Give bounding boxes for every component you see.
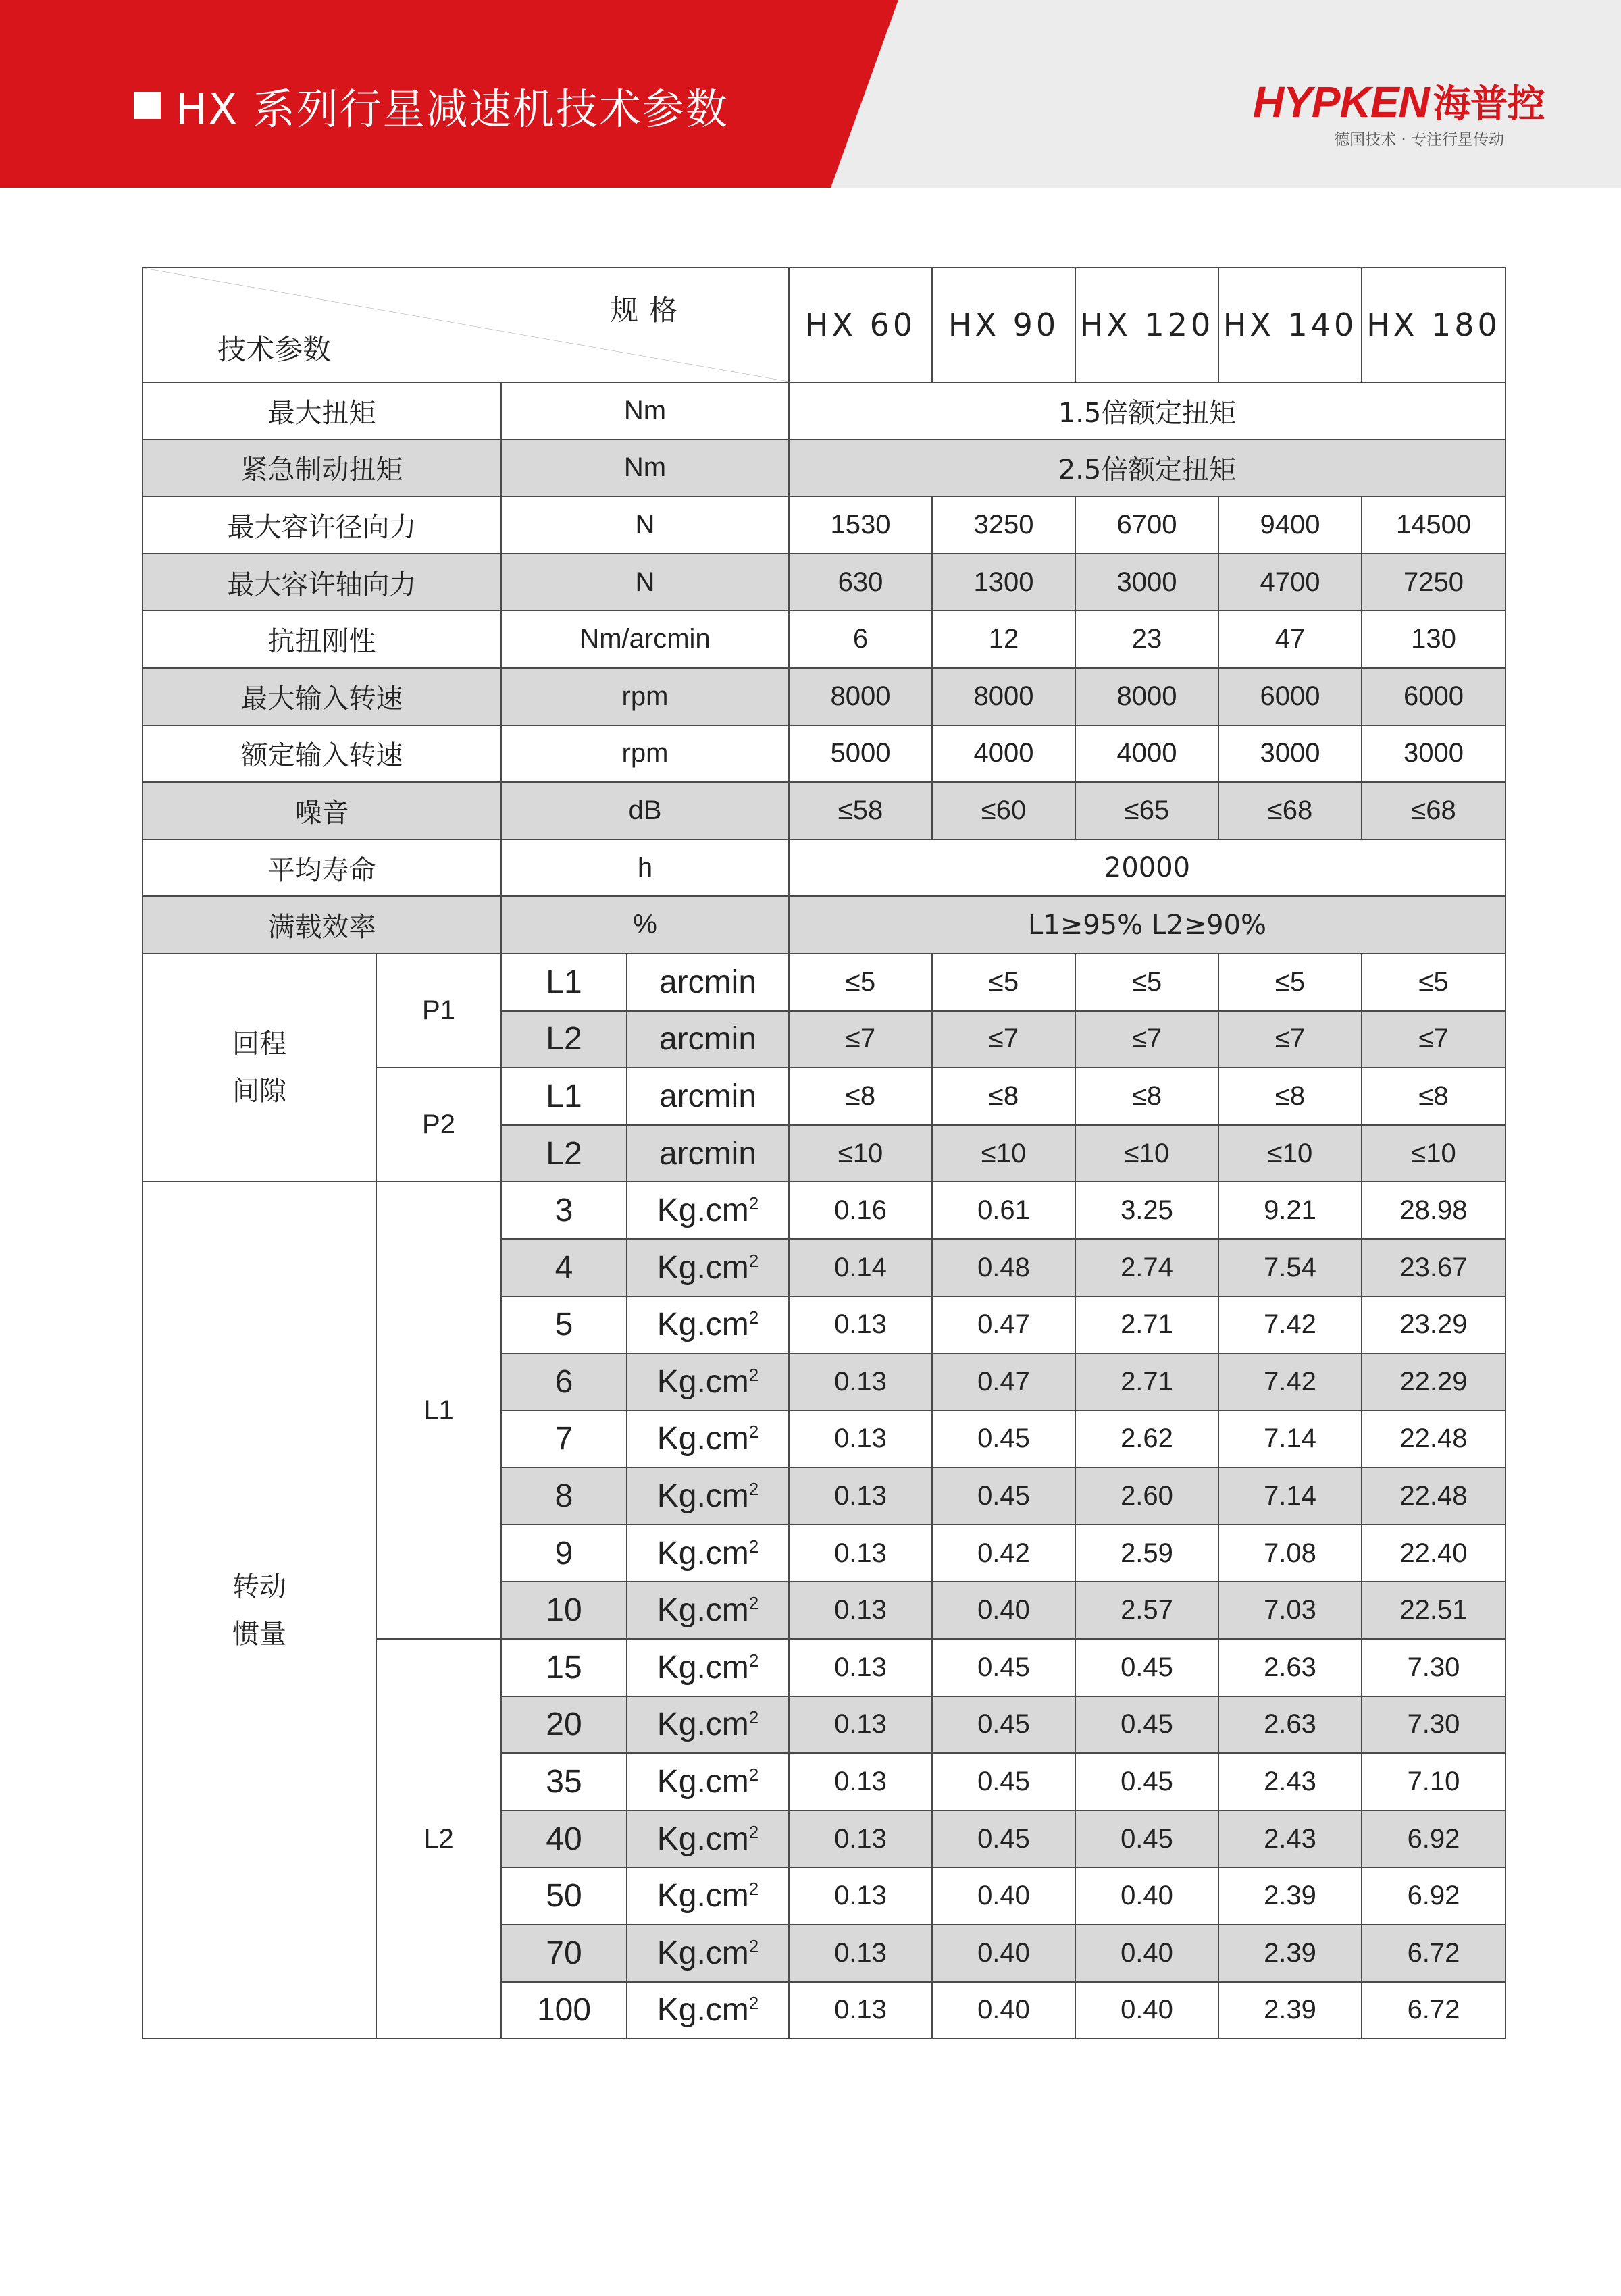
param-value: 6000	[1218, 668, 1362, 725]
param-value: 9400	[1218, 496, 1362, 554]
inertia-value: 0.45	[1075, 1696, 1218, 1754]
inertia-unit-base: Kg.cm	[657, 1363, 749, 1400]
param-value: 130	[1362, 610, 1506, 668]
inertia-unit-base: Kg.cm	[657, 1249, 749, 1286]
inertia-value: 0.40	[1075, 1925, 1218, 1982]
inertia-unit-exp: 2	[748, 1650, 759, 1671]
inertia-value: 22.48	[1362, 1411, 1506, 1468]
inertia-ratio: 9	[501, 1525, 627, 1582]
table-row	[143, 554, 1506, 611]
inertia-value: 6.72	[1362, 1982, 1506, 2039]
param-value: 6000	[1362, 668, 1506, 725]
param-value: ≤68	[1218, 782, 1362, 839]
backlash-value: ≤8	[1218, 1068, 1362, 1125]
table-row	[143, 668, 1506, 725]
inertia-unit	[627, 1810, 789, 1868]
inertia-value: 6.92	[1362, 1867, 1506, 1925]
inertia-stage-group: L1	[376, 1182, 501, 1639]
inertia-value: 6.72	[1362, 1925, 1506, 1982]
inertia-value: 2.63	[1218, 1696, 1362, 1754]
inertia-value: 0.16	[789, 1182, 932, 1239]
param-unit: N	[501, 554, 789, 611]
inertia-unit-exp: 2	[748, 1593, 759, 1614]
param-name: 噪音	[143, 782, 501, 839]
backlash-value: ≤8	[1075, 1068, 1218, 1125]
inertia-value: 0.45	[932, 1696, 1075, 1754]
param-unit: N	[501, 496, 789, 554]
inertia-value: 2.43	[1218, 1753, 1362, 1810]
inertia-unit-exp: 2	[748, 1193, 759, 1214]
param-value: 4000	[932, 725, 1075, 783]
param-value: 3000	[1218, 725, 1362, 783]
inertia-value: 0.13	[789, 1297, 932, 1354]
param-unit: Nm/arcmin	[501, 610, 789, 668]
inertia-value: 0.40	[932, 1582, 1075, 1639]
inertia-value: 0.13	[789, 1696, 932, 1754]
inertia-unit-exp: 2	[748, 1993, 759, 2014]
param-value: 5000	[789, 725, 932, 783]
inertia-unit	[627, 1353, 789, 1411]
inertia-value: 2.59	[1075, 1525, 1218, 1582]
param-value: 8000	[932, 668, 1075, 725]
param-value: 3250	[932, 496, 1075, 554]
inertia-value: 2.63	[1218, 1639, 1362, 1696]
model-header: HX 180	[1362, 267, 1506, 382]
table-row	[143, 496, 1506, 554]
table-row	[143, 267, 1506, 382]
inertia-value: 0.45	[932, 1411, 1075, 1468]
param-value: ≤68	[1362, 782, 1506, 839]
inertia-label-line: 转动	[232, 1571, 286, 1602]
inertia-value: 0.13	[789, 1753, 932, 1810]
inertia-value: 23.29	[1362, 1297, 1506, 1354]
inertia-value: 2.71	[1075, 1297, 1218, 1354]
param-value: 3000	[1362, 725, 1506, 783]
backlash-group: P1	[376, 954, 501, 1068]
inertia-ratio: 3	[501, 1182, 627, 1239]
inertia-value: 7.08	[1218, 1525, 1362, 1582]
inertia-unit-base: Kg.cm	[657, 1535, 749, 1571]
inertia-value: 7.30	[1362, 1639, 1506, 1696]
param-name: 紧急制动扭矩	[143, 440, 501, 497]
inertia-value: 0.42	[932, 1525, 1075, 1582]
inertia-value: 0.13	[789, 1582, 932, 1639]
param-name: 最大扭矩	[143, 382, 501, 440]
inertia-ratio: 15	[501, 1639, 627, 1696]
inertia-unit	[627, 1297, 789, 1354]
corner-spec-label: 规格	[609, 294, 688, 327]
backlash-value: ≤7	[1362, 1011, 1506, 1068]
param-name: 抗扭刚性	[143, 610, 501, 668]
inertia-value: 0.45	[932, 1639, 1075, 1696]
inertia-value: 0.13	[789, 1810, 932, 1868]
backlash-unit: arcmin	[627, 1011, 789, 1068]
inertia-value: 2.43	[1218, 1810, 1362, 1868]
spec-table-body	[143, 267, 1506, 2039]
backlash-stage: L1	[501, 954, 627, 1011]
table-corner-header	[143, 267, 789, 382]
inertia-value: 2.74	[1075, 1239, 1218, 1297]
inertia-value: 0.13	[789, 1525, 932, 1582]
inertia-value: 7.14	[1218, 1467, 1362, 1525]
table-row	[143, 382, 1506, 440]
inertia-unit-exp: 2	[748, 1879, 759, 1900]
table-row	[143, 610, 1506, 668]
param-unit: dB	[501, 782, 789, 839]
model-header: HX 120	[1075, 267, 1218, 382]
inertia-ratio: 20	[501, 1696, 627, 1754]
param-name: 额定输入转速	[143, 725, 501, 783]
backlash-unit: arcmin	[627, 1125, 789, 1182]
inertia-value: 2.71	[1075, 1353, 1218, 1411]
inertia-value: 0.45	[1075, 1639, 1218, 1696]
brand-logo	[1253, 74, 1545, 149]
page-title	[134, 76, 729, 135]
backlash-label	[143, 954, 376, 1182]
corner-param-label: 技术参数	[217, 333, 332, 366]
param-value: 4000	[1075, 725, 1218, 783]
backlash-value: ≤10	[1218, 1125, 1362, 1182]
param-value: ≤60	[932, 782, 1075, 839]
param-unit: Nm	[501, 440, 789, 497]
inertia-value: 9.21	[1218, 1182, 1362, 1239]
param-value-span: L1≥95% L2≥90%	[789, 896, 1506, 954]
inertia-value: 0.40	[932, 1867, 1075, 1925]
param-unit: rpm	[501, 725, 789, 783]
inertia-unit-exp: 2	[748, 1821, 759, 1842]
model-header: HX 60	[789, 267, 932, 382]
param-unit: Nm	[501, 382, 789, 440]
logo-wordmark: HYPKEN 海普控	[1253, 78, 1545, 126]
backlash-value: ≤5	[1075, 954, 1218, 1011]
inertia-ratio: 100	[501, 1982, 627, 2039]
inertia-value: 0.13	[789, 1411, 932, 1468]
inertia-value: 2.39	[1218, 1925, 1362, 1982]
backlash-value: ≤8	[789, 1068, 932, 1125]
param-name: 最大输入转速	[143, 668, 501, 725]
backlash-stage: L2	[501, 1011, 627, 1068]
inertia-value: 0.45	[1075, 1753, 1218, 1810]
inertia-value: 23.67	[1362, 1239, 1506, 1297]
backlash-label-line: 回程	[232, 1028, 286, 1060]
param-value: 6700	[1075, 496, 1218, 554]
inertia-unit-base: Kg.cm	[657, 1307, 749, 1343]
inertia-unit-base: Kg.cm	[657, 1706, 749, 1743]
inertia-value: 22.40	[1362, 1525, 1506, 1582]
inertia-unit	[627, 1925, 789, 1982]
backlash-label-line: 间隙	[232, 1076, 286, 1107]
inertia-value: 22.48	[1362, 1467, 1506, 1525]
backlash-value: ≤5	[1362, 954, 1506, 1011]
inertia-ratio: 35	[501, 1753, 627, 1810]
inertia-value: 0.47	[932, 1353, 1075, 1411]
inertia-value: 2.39	[1218, 1867, 1362, 1925]
inertia-unit-base: Kg.cm	[657, 1592, 749, 1629]
backlash-value: ≤8	[1362, 1068, 1506, 1125]
table-row	[143, 954, 1506, 1011]
inertia-value: 0.45	[932, 1810, 1075, 1868]
page-title-text: HX 系列行星减速机技术参数	[176, 84, 729, 134]
model-header: HX 140	[1218, 267, 1362, 382]
inertia-value: 7.10	[1362, 1753, 1506, 1810]
logo-subtitle: 德国技术 · 专注行星传动	[1334, 131, 1504, 149]
table-row	[143, 1182, 1506, 1239]
param-value: 8000	[1075, 668, 1218, 725]
inertia-stage-group: L2	[376, 1639, 501, 2039]
inertia-unit	[627, 1525, 789, 1582]
inertia-value: 0.14	[789, 1239, 932, 1297]
inertia-unit	[627, 1239, 789, 1297]
inertia-unit	[627, 1582, 789, 1639]
inertia-unit-exp: 2	[748, 1364, 759, 1385]
backlash-value: ≤10	[1075, 1125, 1218, 1182]
param-name: 最大容许轴向力	[143, 554, 501, 611]
spec-table	[142, 267, 1506, 2039]
inertia-value: 7.03	[1218, 1582, 1362, 1639]
backlash-value: ≤5	[932, 954, 1075, 1011]
param-value: 7250	[1362, 554, 1506, 611]
inertia-ratio: 10	[501, 1582, 627, 1639]
inertia-value: 2.57	[1075, 1582, 1218, 1639]
param-value: 3000	[1075, 554, 1218, 611]
inertia-ratio: 5	[501, 1297, 627, 1354]
inertia-ratio: 7	[501, 1411, 627, 1468]
param-value: 47	[1218, 610, 1362, 668]
inertia-unit	[627, 1867, 789, 1925]
param-value: 630	[789, 554, 932, 611]
inertia-value: 0.13	[789, 1925, 932, 1982]
backlash-unit: arcmin	[627, 954, 789, 1011]
inertia-value: 0.40	[1075, 1982, 1218, 2039]
inertia-value: 7.42	[1218, 1297, 1362, 1354]
param-value-span: 1.5倍额定扭矩	[789, 382, 1506, 440]
inertia-value: 0.61	[932, 1182, 1075, 1239]
inertia-value: 7.14	[1218, 1411, 1362, 1468]
inertia-unit-base: Kg.cm	[657, 1878, 749, 1914]
param-value-span: 20000	[789, 839, 1506, 897]
inertia-unit	[627, 1753, 789, 1810]
inertia-ratio: 50	[501, 1867, 627, 1925]
param-value: 6	[789, 610, 932, 668]
backlash-value: ≤8	[932, 1068, 1075, 1125]
inertia-unit	[627, 1411, 789, 1468]
inertia-value: 7.30	[1362, 1696, 1506, 1754]
inertia-unit-exp: 2	[748, 1421, 759, 1442]
inertia-value: 0.40	[932, 1982, 1075, 2039]
param-unit: rpm	[501, 668, 789, 725]
inertia-value: 0.13	[789, 1467, 932, 1525]
param-unit: h	[501, 839, 789, 897]
param-value: 23	[1075, 610, 1218, 668]
inertia-value: 28.98	[1362, 1182, 1506, 1239]
backlash-group: P2	[376, 1068, 501, 1182]
inertia-unit-base: Kg.cm	[657, 1764, 749, 1800]
inertia-unit-exp: 2	[748, 1707, 759, 1728]
model-header: HX 90	[932, 267, 1075, 382]
param-value: ≤65	[1075, 782, 1218, 839]
inertia-value: 0.45	[932, 1753, 1075, 1810]
inertia-unit-exp: 2	[748, 1536, 759, 1557]
inertia-unit-base: Kg.cm	[657, 1478, 749, 1515]
inertia-unit-exp: 2	[748, 1479, 759, 1500]
inertia-value: 6.92	[1362, 1810, 1506, 1868]
inertia-value: 0.45	[1075, 1810, 1218, 1868]
param-value: ≤58	[789, 782, 932, 839]
inertia-unit-base: Kg.cm	[657, 1935, 749, 1971]
backlash-value: ≤10	[932, 1125, 1075, 1182]
table-row	[143, 782, 1506, 839]
param-value: 1530	[789, 496, 932, 554]
param-name: 满载效率	[143, 896, 501, 954]
backlash-value: ≤5	[789, 954, 932, 1011]
inertia-unit-base: Kg.cm	[657, 1821, 749, 1857]
inertia-label	[143, 1182, 376, 2039]
backlash-value: ≤10	[1362, 1125, 1506, 1182]
inertia-value: 0.13	[789, 1982, 932, 2039]
backlash-unit: arcmin	[627, 1068, 789, 1125]
inertia-value: 0.47	[932, 1297, 1075, 1354]
inertia-value: 22.51	[1362, 1582, 1506, 1639]
inertia-unit-exp: 2	[748, 1250, 759, 1271]
param-value: 1300	[932, 554, 1075, 611]
inertia-value: 2.60	[1075, 1467, 1218, 1525]
backlash-value: ≤7	[932, 1011, 1075, 1068]
inertia-label-line: 惯量	[232, 1618, 286, 1650]
backlash-value: ≤7	[1075, 1011, 1218, 1068]
param-value: 14500	[1362, 496, 1506, 554]
inertia-value: 0.45	[932, 1467, 1075, 1525]
param-name: 平均寿命	[143, 839, 501, 897]
inertia-ratio: 70	[501, 1925, 627, 1982]
backlash-value: ≤7	[789, 1011, 932, 1068]
inertia-unit-base: Kg.cm	[657, 1649, 749, 1686]
inertia-unit-base: Kg.cm	[657, 1193, 749, 1229]
inertia-ratio: 40	[501, 1810, 627, 1868]
table-row	[143, 839, 1506, 897]
inertia-value: 2.39	[1218, 1982, 1362, 2039]
inertia-unit-exp: 2	[748, 1935, 759, 1956]
backlash-stage: L2	[501, 1125, 627, 1182]
inertia-unit-base: Kg.cm	[657, 1421, 749, 1457]
inertia-value: 0.13	[789, 1867, 932, 1925]
param-unit: %	[501, 896, 789, 954]
table-row	[143, 440, 1506, 497]
param-value: 8000	[789, 668, 932, 725]
inertia-value: 0.13	[789, 1353, 932, 1411]
inertia-unit-exp: 2	[748, 1307, 759, 1328]
backlash-value: ≤5	[1218, 954, 1362, 1011]
inertia-unit-base: Kg.cm	[657, 1992, 749, 2029]
inertia-value: 2.62	[1075, 1411, 1218, 1468]
inertia-ratio: 4	[501, 1239, 627, 1297]
param-value: 12	[932, 610, 1075, 668]
backlash-value: ≤7	[1218, 1011, 1362, 1068]
inertia-unit	[627, 1467, 789, 1525]
inertia-unit	[627, 1639, 789, 1696]
inertia-value: 0.13	[789, 1639, 932, 1696]
inertia-value: 0.48	[932, 1239, 1075, 1297]
backlash-stage: L1	[501, 1068, 627, 1125]
inertia-value: 7.42	[1218, 1353, 1362, 1411]
param-name: 最大容许径向力	[143, 496, 501, 554]
inertia-unit-exp: 2	[748, 1765, 759, 1785]
inertia-unit	[627, 1182, 789, 1239]
title-square-icon	[134, 92, 161, 119]
inertia-ratio: 8	[501, 1467, 627, 1525]
param-value-span: 2.5倍额定扭矩	[789, 440, 1506, 497]
backlash-value: ≤10	[789, 1125, 932, 1182]
inertia-value: 0.40	[932, 1925, 1075, 1982]
table-row	[143, 896, 1506, 954]
inertia-value: 0.40	[1075, 1867, 1218, 1925]
inertia-value: 3.25	[1075, 1182, 1218, 1239]
param-value: 4700	[1218, 554, 1362, 611]
inertia-value: 22.29	[1362, 1353, 1506, 1411]
inertia-unit	[627, 1696, 789, 1754]
inertia-value: 7.54	[1218, 1239, 1362, 1297]
inertia-ratio: 6	[501, 1353, 627, 1411]
table-row	[143, 725, 1506, 783]
inertia-unit	[627, 1982, 789, 2039]
